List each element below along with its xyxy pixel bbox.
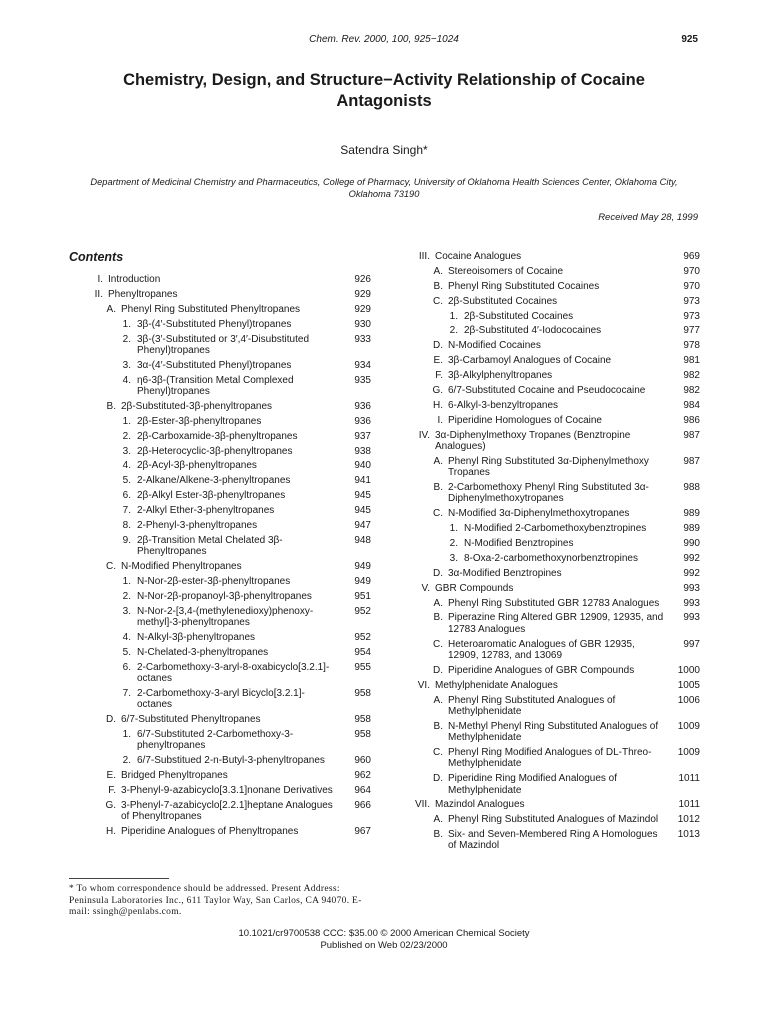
toc-entry-page: 945 bbox=[354, 490, 371, 502]
toc-entry-number: 9. bbox=[122, 534, 131, 546]
toc-entry-page: 993 bbox=[683, 597, 700, 609]
toc-entry-page: 1005 bbox=[677, 679, 700, 691]
toc-entry[interactable] bbox=[69, 647, 371, 658]
toc-entry-title: N-Nor-2β-ester-3β-phenyltropanes bbox=[137, 575, 291, 587]
toc-entry-number: G. bbox=[105, 799, 116, 811]
toc-entry-page: 1006 bbox=[677, 694, 700, 706]
toc-entry-number: 8. bbox=[122, 519, 131, 531]
toc-entry-number: VI. bbox=[417, 679, 430, 691]
toc-entry-title: Phenyl Ring Substituted Cocaines bbox=[448, 280, 600, 292]
toc-entry-title: GBR Compounds bbox=[435, 582, 514, 594]
toc-entry-title: 6/7-Substituted Cocaine and Pseudococaine bbox=[448, 385, 646, 397]
toc-entry[interactable] bbox=[404, 325, 700, 336]
toc-entry-page: 969 bbox=[683, 251, 700, 262]
toc-entry-page: 970 bbox=[683, 265, 700, 277]
toc-entry-page: 937 bbox=[354, 430, 371, 442]
toc-entry[interactable] bbox=[404, 355, 700, 366]
toc-entry[interactable] bbox=[69, 460, 371, 471]
toc-entry-number: D. bbox=[433, 340, 443, 352]
toc-entry-title: 6-Alkyl-3-benzyltropanes bbox=[448, 399, 559, 411]
toc-entry-number: 5. bbox=[122, 646, 131, 658]
toc-entry-number: 4. bbox=[122, 631, 131, 643]
toc-entry-page: 973 bbox=[683, 310, 700, 322]
toc-entry-page: 962 bbox=[354, 770, 371, 782]
toc-entry-number: II. bbox=[94, 288, 103, 300]
toc-entry-title: 3β-Carbamoyl Analogues of Cocaine bbox=[448, 355, 612, 367]
toc-entry-title: N-Modified 2-Carbomethoxybenztropines bbox=[464, 523, 647, 535]
toc-entry-page: 960 bbox=[354, 755, 371, 767]
toc-entry-title: Bridged Phenyltropanes bbox=[121, 770, 228, 782]
toc-entry-title: Piperidine Homologues of Cocaine bbox=[448, 414, 602, 426]
doi-line: 10.1021/cr9700538 CCC: $35.00 © 2000 American Chemical Society bbox=[238, 928, 530, 939]
toc-entry-title: 3β-Alkylphenyltropanes bbox=[448, 370, 553, 382]
toc-entry-number: 2. bbox=[122, 333, 131, 345]
toc-entry-number: A. bbox=[433, 455, 443, 467]
toc-entry-number: 1. bbox=[449, 310, 458, 322]
toc-entry-title: 2-Alkane/Alkene-3-phenyltropanes bbox=[137, 475, 291, 487]
publication-footer bbox=[0, 928, 768, 951]
toc-entry[interactable] bbox=[404, 814, 700, 825]
toc-entry-title: η6-3β-(Transition Metal Complexed Phenyl)tropanes bbox=[137, 374, 294, 397]
toc-entry[interactable] bbox=[69, 591, 371, 602]
toc-entry[interactable] bbox=[404, 747, 700, 770]
toc-entry-page: 935 bbox=[354, 374, 371, 386]
toc-entry-title: 3-Phenyl-7-azabicyclo[2.2.1]heptane Analogues of Phenyltropanes bbox=[121, 799, 333, 823]
toc-entry-number: 6. bbox=[122, 490, 131, 502]
toc-entry-title: 6/7-Substituted 2-Carbomethoxy-3-phenyltropanes bbox=[137, 728, 294, 752]
toc-entry-title: Cocaine Analogues bbox=[435, 251, 522, 262]
toc-entry-page: 986 bbox=[683, 414, 700, 426]
toc-entry-number: 1. bbox=[122, 318, 131, 330]
published-date: Published on Web 02/23/2000 bbox=[320, 939, 448, 951]
toc-entry[interactable] bbox=[404, 523, 700, 534]
toc-entry-title: N-Alkyl-3β-phenyltropanes bbox=[137, 631, 256, 643]
toc-entry-page: 952 bbox=[354, 631, 371, 643]
toc-entry-number: 6. bbox=[122, 661, 131, 673]
toc-entry-number: B. bbox=[433, 612, 443, 624]
contents-heading: Contents bbox=[69, 250, 124, 264]
toc-entry-title: Phenyl Ring Substituted 3α-Diphenylmethoxy Tropanes bbox=[448, 455, 649, 479]
toc-entry-page: 948 bbox=[354, 534, 371, 546]
toc-entry-number: 1. bbox=[122, 575, 131, 587]
toc-entry[interactable] bbox=[404, 482, 700, 505]
toc-entry-title: 3β-(4′-Substituted Phenyl)tropanes bbox=[137, 318, 292, 330]
toc-entry[interactable] bbox=[404, 311, 700, 322]
toc-entry-page: 947 bbox=[354, 519, 371, 531]
toc-entry-title: 2-Alkyl Ether-3-phenyltropanes bbox=[137, 505, 275, 517]
toc-entry-title: 2β-Substituted 4′-Iodococaines bbox=[464, 325, 602, 337]
toc-entry-number: 2. bbox=[449, 538, 458, 550]
toc-entry-number: C. bbox=[106, 561, 116, 573]
toc-entry-page: 949 bbox=[354, 561, 371, 573]
toc-entry[interactable] bbox=[404, 639, 700, 662]
toc-entry[interactable] bbox=[69, 535, 371, 558]
toc-entry-number: C. bbox=[433, 638, 443, 650]
toc-entry-title: Six- and Seven-Membered Ring A Homologues of Mazindol bbox=[448, 829, 658, 852]
toc-entry[interactable] bbox=[404, 568, 700, 579]
toc-entry-page: 978 bbox=[683, 340, 700, 352]
toc-entry[interactable] bbox=[69, 785, 371, 796]
toc-entry-title: Phenyltropanes bbox=[108, 288, 178, 300]
toc-entry-number: B. bbox=[106, 400, 116, 412]
toc-entry-page: 993 bbox=[683, 612, 700, 624]
toc-entry-title: N-Modified 3α-Diphenylmethoxytropanes bbox=[448, 508, 630, 520]
toc-entry[interactable] bbox=[69, 304, 371, 315]
toc-entry[interactable] bbox=[404, 553, 700, 564]
toc-entry-page: 997 bbox=[683, 638, 700, 650]
toc-entry-page: 955 bbox=[354, 661, 371, 673]
toc-entry-title: 2β-Substituted Cocaines bbox=[464, 310, 574, 322]
toc-entry-number: E. bbox=[433, 355, 443, 367]
toc-entry[interactable] bbox=[69, 401, 371, 412]
toc-entry-page: 929 bbox=[354, 303, 371, 315]
toc-entry[interactable] bbox=[69, 826, 371, 837]
toc-entry-number: G. bbox=[432, 385, 443, 397]
toc-entry-title: 2β-Carboxamide-3β-phenyltropanes bbox=[137, 430, 298, 442]
toc-entry-page: 958 bbox=[354, 687, 371, 699]
toc-entry-title: 3-Phenyl-9-azabicyclo[3.3.1]nonane Derivatives bbox=[121, 784, 333, 796]
toc-entry[interactable] bbox=[404, 583, 700, 594]
toc-entry[interactable] bbox=[404, 508, 700, 519]
toc-entry-page: 941 bbox=[354, 475, 371, 487]
toc-entry[interactable] bbox=[404, 680, 700, 691]
toc-entry-page: 988 bbox=[683, 482, 700, 494]
toc-entry-number: D. bbox=[433, 664, 443, 676]
toc-entry-page: 970 bbox=[683, 280, 700, 292]
toc-entry-title: N-Modified Benztropines bbox=[464, 538, 574, 550]
toc-entry-title: 3α-Modified Benztropines bbox=[448, 567, 562, 579]
toc-entry-title: 2-Carbomethoxy Phenyl Ring Substituted 3α-Diphenylmethoxytropanes bbox=[448, 482, 649, 505]
toc-entry[interactable] bbox=[404, 665, 700, 676]
toc-entry-number: B. bbox=[433, 720, 443, 732]
toc-entry-title: 2-Carbomethoxy-3-aryl Bicyclo[3.2.1]-octanes bbox=[137, 687, 305, 711]
toc-entry-number: 4. bbox=[122, 460, 131, 472]
toc-entry-title: N-Nor-2-[3,4-(methylenedioxy)phenoxy-methyl]-3-phenyltropanes bbox=[137, 605, 314, 628]
toc-entry-title: 6/7-Substituted Phenyltropanes bbox=[121, 714, 261, 726]
toc-entry[interactable] bbox=[69, 632, 371, 643]
toc-entry-page: 933 bbox=[354, 333, 371, 345]
toc-entry-title: 2β-Heterocyclic-3β-phenyltropanes bbox=[137, 445, 293, 457]
toc-entry-number: III. bbox=[418, 251, 430, 262]
toc-entry-number: B. bbox=[433, 829, 443, 841]
toc-entry-number: D. bbox=[106, 714, 116, 726]
toc-entry[interactable] bbox=[404, 799, 700, 810]
toc-entry[interactable] bbox=[404, 773, 700, 796]
toc-entry[interactable] bbox=[69, 688, 371, 711]
toc-entry-number: C. bbox=[433, 508, 443, 520]
toc-entry-number: 1. bbox=[122, 728, 131, 740]
article-author: Satendra Singh* bbox=[340, 143, 428, 157]
toc-entry-number: A. bbox=[433, 814, 443, 826]
toc-entry-page: 989 bbox=[683, 523, 700, 535]
toc-entry[interactable] bbox=[69, 431, 371, 442]
toc-entry-page: 954 bbox=[354, 646, 371, 658]
article-title: Chemistry, Design, and Structure−Activity Relationship of Cocaine Antagonists bbox=[123, 71, 645, 110]
toc-entry-title: 3β-(3′-Substituted or 3′,4′-Disubstituted Phenyl)tropanes bbox=[137, 333, 310, 356]
toc-entry[interactable] bbox=[69, 319, 371, 330]
toc-entry-page: 987 bbox=[683, 429, 700, 441]
toc-entry[interactable] bbox=[69, 561, 371, 572]
toc-entry-number: D. bbox=[433, 567, 443, 579]
toc-entry-number: I. bbox=[97, 274, 103, 285]
toc-entry-page: 1011 bbox=[678, 799, 700, 811]
toc-entry-page: 1000 bbox=[677, 664, 700, 676]
toc-entry[interactable] bbox=[69, 446, 371, 457]
toc-entry[interactable] bbox=[404, 430, 700, 453]
toc-entry-page: 938 bbox=[354, 445, 371, 457]
toc-entry[interactable] bbox=[404, 251, 700, 262]
toc-entry[interactable] bbox=[404, 829, 700, 852]
toc-entry-number: H. bbox=[433, 399, 443, 411]
toc-entry[interactable] bbox=[69, 714, 371, 725]
toc-entry-title: N-Modified Cocaines bbox=[448, 340, 541, 352]
toc-entry-title: 3α-Diphenylmethoxy Tropanes (Benztropine Analogues) bbox=[435, 429, 631, 452]
toc-entry-page: 966 bbox=[354, 799, 371, 811]
toc-entry-page: 1009 bbox=[677, 720, 700, 732]
toc-entry[interactable] bbox=[69, 475, 371, 486]
toc-entry-page: 936 bbox=[354, 400, 371, 412]
toc-entry-page: 967 bbox=[354, 825, 371, 837]
journal-citation: Chem. Rev. 2000, 100, 925−1024 bbox=[309, 34, 459, 45]
toc-entry-number: 1. bbox=[449, 523, 458, 535]
toc-entry-number: H. bbox=[106, 825, 116, 837]
toc-entry[interactable] bbox=[69, 520, 371, 531]
toc-entry-number: A. bbox=[433, 265, 443, 277]
toc-entry[interactable] bbox=[404, 415, 700, 426]
toc-entry[interactable] bbox=[404, 456, 700, 479]
toc-entry[interactable] bbox=[404, 385, 700, 396]
toc-entry[interactable] bbox=[69, 662, 371, 685]
toc-entry-page: 1009 bbox=[677, 747, 700, 759]
toc-entry-page: 992 bbox=[683, 567, 700, 579]
toc-entry-page: 987 bbox=[683, 455, 700, 467]
toc-entry-number: V. bbox=[421, 582, 430, 594]
toc-entry-number: C. bbox=[433, 747, 443, 759]
toc-entry[interactable] bbox=[404, 598, 700, 609]
toc-entry[interactable] bbox=[404, 538, 700, 549]
toc-entry-page: 1011 bbox=[678, 773, 700, 785]
toc-entry-page: 982 bbox=[683, 385, 700, 397]
toc-entry-number: A. bbox=[433, 597, 443, 609]
toc-entry-title: 6/7-Substitued 2-n-Butyl-3-phenyltropanes bbox=[137, 755, 325, 767]
toc-entry-page: 982 bbox=[683, 370, 700, 382]
toc-entry-title: Mazindol Analogues bbox=[435, 799, 525, 811]
footnote-rule bbox=[69, 878, 169, 879]
toc-entry[interactable] bbox=[69, 729, 371, 752]
correspondence-footnote: * To whom correspondence should be addressed. Present Address: Peninsula Laboratories Inc., 611 Taylor Way, San Carlos, CA 94070. E-mail: ssingh@penlabs.com. bbox=[69, 884, 362, 917]
toc-entry-number: D. bbox=[433, 773, 443, 785]
toc-entry[interactable] bbox=[69, 755, 371, 766]
toc-entry[interactable] bbox=[404, 721, 700, 744]
toc-entry-page: 984 bbox=[683, 399, 700, 411]
toc-entry-title: 2β-Substituted-3β-phenyltropanes bbox=[121, 400, 273, 412]
toc-entry-title: Piperazine Ring Altered GBR 12909, 12935, and 12783 Analogues bbox=[448, 612, 664, 635]
toc-entry-title: 2β-Ester-3β-phenyltropanes bbox=[137, 415, 262, 427]
toc-entry-title: 2β-Transition Metal Chelated 3β-Phenyltropanes bbox=[137, 534, 283, 558]
toc-entry-page: 951 bbox=[354, 590, 371, 602]
toc-entry-number: IV. bbox=[418, 429, 430, 441]
toc-entry-title: Phenyl Ring Substituted Analogues of Mazindol bbox=[448, 814, 659, 826]
toc-entry-title: Phenyl Ring Substituted GBR 12783 Analogues bbox=[448, 597, 660, 609]
toc-entry-title: Piperidine Analogues of GBR Compounds bbox=[448, 664, 635, 676]
toc-entry[interactable] bbox=[404, 281, 700, 292]
toc-entry-number: 2. bbox=[122, 430, 131, 442]
toc-entry[interactable] bbox=[404, 400, 700, 411]
toc-entry-number: C. bbox=[433, 295, 443, 307]
toc-entry-page: 989 bbox=[683, 508, 700, 520]
toc-entry-number: E. bbox=[106, 770, 116, 782]
toc-entry-title: N-Methyl Phenyl Ring Substituted Analogues of Methylphenidate bbox=[448, 720, 659, 744]
toc-entry-number: 7. bbox=[122, 687, 131, 699]
toc-entry-page: 949 bbox=[354, 575, 371, 587]
toc-entry-number: VII. bbox=[414, 799, 430, 811]
toc-entry-number: B. bbox=[433, 280, 443, 292]
toc-entry-page: 993 bbox=[683, 582, 700, 594]
toc-entry-title: Phenyl Ring Substituted Phenyltropanes bbox=[121, 303, 301, 315]
toc-entry-number: 3. bbox=[122, 605, 131, 617]
toc-entry-title: Phenyl Ring Modified Analogues of DL-Threo-Methylphenidate bbox=[448, 747, 652, 770]
toc-entry-page: 936 bbox=[354, 415, 371, 427]
toc-entry-title: 2β-Substituted Cocaines bbox=[448, 295, 558, 307]
toc-entry[interactable] bbox=[404, 695, 700, 718]
toc-entry-page: 973 bbox=[683, 295, 700, 307]
toc-entry-number: 3. bbox=[449, 552, 458, 564]
toc-entry-number: 2. bbox=[122, 590, 131, 602]
toc-entry-page: 958 bbox=[354, 728, 371, 740]
toc-entry-page: 1013 bbox=[677, 829, 700, 841]
toc-entry-number: 5. bbox=[122, 475, 131, 487]
toc-entry-title: Piperidine Ring Modified Analogues of Methylphenidate bbox=[448, 773, 617, 796]
toc-entry-title: Heteroaromatic Analogues of GBR 12935, 12909, 12783, and 13069 bbox=[448, 638, 635, 661]
toc-entry-number: A. bbox=[433, 694, 443, 706]
toc-entry-page: 1012 bbox=[677, 814, 700, 826]
toc-entry-page: 958 bbox=[354, 714, 371, 726]
toc-entry-page: 990 bbox=[683, 538, 700, 550]
toc-entry[interactable] bbox=[404, 296, 700, 307]
toc-entry-title: N-Nor-2β-propanoyl-3β-phenyltropanes bbox=[137, 590, 312, 602]
toc-entry-page: 945 bbox=[354, 505, 371, 517]
toc-entry-number: 4. bbox=[122, 374, 131, 386]
toc-entry[interactable] bbox=[69, 360, 371, 371]
toc-entry[interactable] bbox=[69, 375, 371, 398]
toc-entry-number: F. bbox=[108, 784, 116, 796]
toc-entry[interactable] bbox=[69, 490, 371, 501]
toc-entry-page: 952 bbox=[354, 605, 371, 617]
toc-entry-title: Piperidine Analogues of Phenyltropanes bbox=[121, 825, 299, 837]
toc-entry[interactable] bbox=[69, 770, 371, 781]
toc-entry[interactable] bbox=[404, 370, 700, 381]
toc-entry[interactable] bbox=[69, 416, 371, 427]
toc-entry-title: 2β-Acyl-3β-phenyltropanes bbox=[137, 460, 257, 472]
toc-entry-page: 981 bbox=[683, 355, 700, 367]
author-affiliation: Department of Medicinal Chemistry and Pharmaceutics, College of Pharmacy, University of Oklahoma Health Sciences Center, Oklahoma City, Oklahoma 73190 bbox=[90, 177, 678, 199]
toc-entry[interactable] bbox=[69, 606, 371, 629]
toc-entry-page: 929 bbox=[354, 288, 371, 300]
toc-entry-page: 977 bbox=[683, 325, 700, 337]
toc-entry-page: 934 bbox=[354, 359, 371, 371]
toc-entry-number: I. bbox=[437, 414, 443, 426]
toc-entry-title: N-Modified Phenyltropanes bbox=[121, 561, 242, 573]
toc-entry[interactable] bbox=[69, 334, 371, 357]
toc-entry-number: F. bbox=[435, 370, 443, 382]
toc-entry[interactable] bbox=[69, 576, 371, 587]
toc-entry-number: 2. bbox=[449, 325, 458, 337]
toc-entry-number: A. bbox=[106, 303, 116, 315]
toc-entry[interactable] bbox=[69, 289, 371, 300]
toc-entry-number: 2. bbox=[122, 755, 131, 767]
toc-entry-title: 2β-Alkyl Ester-3β-phenyltropanes bbox=[137, 490, 286, 502]
toc-entry[interactable] bbox=[69, 800, 371, 823]
page-number: 925 bbox=[681, 34, 698, 45]
toc-entry-title: Stereoisomers of Cocaine bbox=[448, 265, 564, 277]
toc-entry-title: Introduction bbox=[108, 274, 161, 285]
toc-entry-title: Phenyl Ring Substituted Analogues of Methylphenidate bbox=[448, 694, 616, 717]
toc-entry-title: N-Chelated-3-phenyltropanes bbox=[137, 646, 269, 658]
toc-entry-page: 926 bbox=[354, 274, 371, 285]
toc-entry[interactable] bbox=[404, 266, 700, 277]
toc-entry-title: Methylphenidate Analogues bbox=[435, 679, 558, 691]
toc-entry-number: 3. bbox=[122, 359, 131, 371]
toc-entry-title: 2-Carbomethoxy-3-aryl-8-oxabicyclo[3.2.1]-octanes bbox=[137, 661, 330, 684]
toc-entry[interactable] bbox=[69, 274, 371, 285]
toc-entry-title: 8-Oxa-2-carbomethoxynorbenztropines bbox=[464, 552, 638, 564]
toc-entry-page: 964 bbox=[354, 784, 371, 796]
toc-entry-number: 3. bbox=[122, 445, 131, 457]
toc-entry-number: 7. bbox=[122, 505, 131, 517]
toc-left-column bbox=[69, 274, 371, 841]
toc-entry-page: 992 bbox=[683, 552, 700, 564]
toc-entry-title: 2-Phenyl-3-phenyltropanes bbox=[137, 519, 258, 531]
toc-entry-number: B. bbox=[433, 482, 443, 494]
toc-entry-page: 930 bbox=[354, 318, 371, 330]
toc-entry[interactable] bbox=[404, 340, 700, 351]
toc-entry-number: 1. bbox=[122, 415, 131, 427]
toc-entry[interactable] bbox=[69, 505, 371, 516]
toc-entry[interactable] bbox=[404, 612, 700, 635]
toc-right-column bbox=[404, 251, 700, 855]
received-date: Received May 28, 1999 bbox=[598, 212, 698, 223]
toc-entry-title: 3α-(4′-Substituted Phenyl)tropanes bbox=[137, 359, 292, 371]
toc-entry-page: 940 bbox=[354, 460, 371, 472]
